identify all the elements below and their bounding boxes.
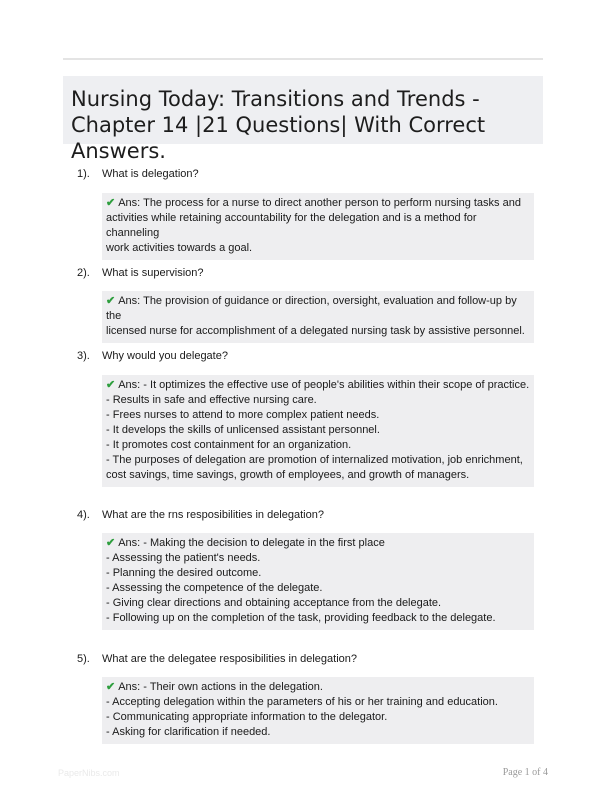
answer-line [106, 680, 530, 695]
answer-line [106, 611, 530, 626]
answer-text: - Results in safe and effective nursing care. [106, 394, 317, 406]
footer-watermark: PaperNibs.com [58, 768, 120, 778]
answer-text: - Assessing the patient's needs. [106, 552, 261, 564]
answer-line [106, 241, 530, 256]
answer-text: work activities towards a goal. [106, 242, 253, 254]
answer-text: activities while retaining accountability for the delegation and is a method for channeling [106, 212, 477, 239]
answer-line [106, 393, 530, 408]
answer-text: cost savings, time savings, growth of employees, and growth of managers. [106, 469, 470, 481]
question-text: What are the delegatee resposibilities in delegation? [102, 653, 357, 665]
answer-prefix: Ans: [118, 537, 141, 549]
answer-prefix: Ans: [118, 681, 141, 693]
check-icon: ✔ [106, 537, 116, 549]
answer-text: - Following up on the completion of the task, providing feedback to the delegate. [106, 612, 496, 624]
question-number: 1). [77, 168, 90, 180]
answer-text: - Asking for clarification if needed. [106, 726, 271, 738]
title-banner [63, 76, 543, 163]
answer-text: - Their own actions in the delegation. [143, 681, 323, 693]
question-text: Why would you delegate? [102, 350, 228, 362]
answer-line [106, 468, 530, 483]
answer-text: - Accepting delegation within the parameters of his or her training and education. [106, 696, 498, 708]
answer-text: - It promotes cost containment for an organization. [106, 439, 352, 451]
question-number: 2). [77, 267, 90, 279]
answer-line [106, 566, 530, 581]
question-text: What are the rns resposibilities in delegation? [102, 509, 324, 521]
answer-line [106, 196, 530, 211]
answer-text: The process for a nurse to direct another person to perform nursing tasks and [143, 197, 521, 209]
answer-text: - The purposes of delegation are promotion of internalized motivation, job enrichment, [106, 454, 523, 466]
question-number: 3). [77, 350, 90, 362]
page-number: Page 1 of 4 [502, 767, 548, 778]
check-icon: ✔ [106, 379, 116, 391]
answer-box [102, 533, 534, 630]
question-text: What is delegation? [102, 168, 199, 180]
answer-line [106, 408, 530, 423]
page-title: Nursing Today: Transitions and Trends - Chapter 14 |21 Questions| With Correct Answers. [71, 87, 486, 163]
answer-line [106, 378, 530, 393]
answer-line [106, 211, 530, 241]
answer-line [106, 536, 530, 551]
answer-text: - Frees nurses to attend to more complex patient needs. [106, 409, 380, 421]
answer-line [106, 453, 530, 468]
answer-line [106, 423, 530, 438]
answer-line [106, 581, 530, 596]
answer-line [106, 324, 530, 339]
answer-line [106, 438, 530, 453]
question-text: What is supervision? [102, 267, 204, 279]
answer-text: licensed nurse for accomplishment of a delegated nursing task by assistive personnel. [106, 325, 525, 337]
answer-text: The provision of guidance or direction, oversight, evaluation and follow-up by the [106, 295, 517, 322]
answer-box [102, 193, 534, 260]
answer-text: - Assessing the competence of the delegate. [106, 582, 323, 594]
answer-line [106, 596, 530, 611]
answer-prefix: Ans: [118, 197, 141, 209]
answer-box [102, 375, 534, 487]
question-number: 5). [77, 653, 90, 665]
answer-line [106, 294, 530, 324]
top-divider [63, 58, 543, 60]
answer-text: - It optimizes the effective use of people's abilities within their scope of practice. [143, 379, 530, 391]
answer-prefix: Ans: [118, 295, 141, 307]
question-number: 4). [77, 509, 90, 521]
answer-box [102, 291, 534, 343]
answer-line [106, 695, 530, 710]
check-icon: ✔ [106, 197, 116, 209]
answer-line [106, 551, 530, 566]
answer-text: - It develops the skills of unlicensed assistant personnel. [106, 424, 380, 436]
check-icon: ✔ [106, 681, 116, 693]
answer-text: - Making the decision to delegate in the first place [143, 537, 385, 549]
answer-text: - Communicating appropriate information to the delegator. [106, 711, 388, 723]
answer-text: - Giving clear directions and obtaining acceptance from the delegate. [106, 597, 442, 609]
answer-text: - Planning the desired outcome. [106, 567, 262, 579]
answer-line [106, 710, 530, 725]
answer-line [106, 725, 530, 740]
check-icon: ✔ [106, 295, 116, 307]
answer-prefix: Ans: [118, 379, 141, 391]
answer-box [102, 677, 534, 744]
